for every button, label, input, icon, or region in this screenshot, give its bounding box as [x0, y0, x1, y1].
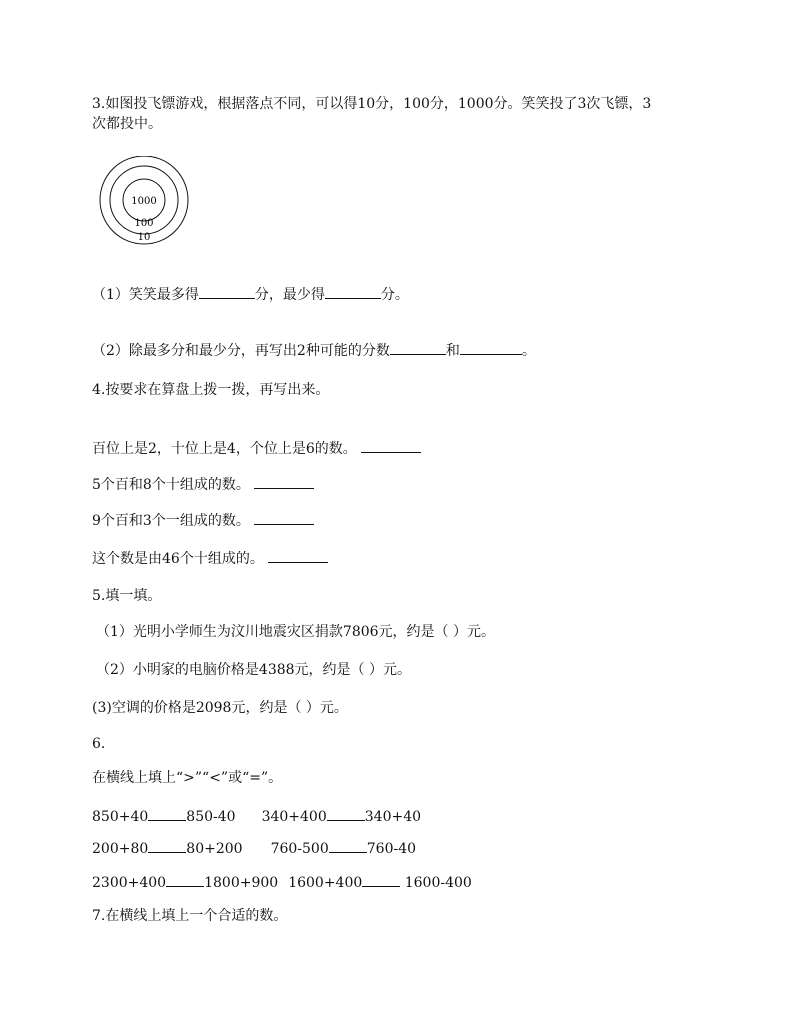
- expr: 2300+400: [92, 875, 167, 891]
- q4-stem: 4.按要求在算盘上拨一拨，再写出来。: [92, 382, 330, 398]
- answer-blank[interactable]: [325, 284, 381, 299]
- answer-blank[interactable]: [254, 510, 314, 525]
- q3-sub2-text-b: 和: [445, 343, 460, 359]
- q3-sub1-text-a: （1）笑笑最多得: [92, 287, 199, 303]
- dartboard-figure: [98, 156, 192, 246]
- q3-stem-line2: 次都投中。: [92, 116, 162, 132]
- expr: 760-500: [270, 841, 329, 857]
- q5-item: （1）光明小学师生为汶川地震灾区捐款7806元，约是（ ）元。: [96, 624, 495, 640]
- label-10: 10: [137, 232, 151, 243]
- q3-sub1-text-c: 分。: [380, 287, 409, 303]
- answer-blank[interactable]: [327, 806, 365, 821]
- q3-sub1-text-b: 分，最少得: [254, 287, 325, 303]
- expr: 200+80: [92, 841, 149, 857]
- answer-blank[interactable]: [199, 284, 255, 299]
- expr: 1800+900: [204, 875, 279, 891]
- q6-instruction: 在横线上填上“>”“<”或“=”。: [92, 770, 283, 786]
- q6-number: 6.: [92, 736, 106, 752]
- answer-blank[interactable]: [362, 872, 400, 887]
- q5-item: （2）小明家的电脑价格是4388元，约是（ ）元。: [96, 662, 411, 678]
- answer-blank[interactable]: [148, 806, 186, 821]
- q3-sub2-text-a: （2）除最多分和最少分，再写出2种可能的分数: [92, 343, 390, 359]
- q6-row: [92, 838, 416, 859]
- q4-item-text: 5个百和8个十组成的数。: [92, 477, 250, 493]
- q3-sub2-text-c: 。: [521, 343, 536, 359]
- expr: 760-40: [366, 841, 417, 857]
- answer-blank[interactable]: [329, 838, 367, 853]
- answer-blank[interactable]: [254, 474, 314, 489]
- q4-item: [92, 474, 314, 495]
- q4-item-text: 这个数是由46个十组成的。: [92, 551, 264, 567]
- answer-blank[interactable]: [361, 438, 421, 453]
- expr: 1600-400: [400, 875, 472, 891]
- answer-blank[interactable]: [268, 548, 328, 563]
- answer-blank[interactable]: [148, 838, 186, 853]
- expr: 1600+400: [288, 875, 363, 891]
- q4-item: [92, 510, 314, 531]
- q4-item-text: 9个百和3个一组成的数。: [92, 513, 250, 529]
- expr: 850-40: [186, 809, 236, 825]
- label-1000: 1000: [131, 196, 157, 207]
- q3-sub2: [92, 340, 536, 361]
- q5-item: (3)空调的价格是2098元，约是（ ）元。: [92, 700, 348, 716]
- expr: 80+200: [186, 841, 243, 857]
- q3-stem-line1: 3.如图投飞镖游戏，根据落点不同，可以得10分，100分，1000分。笑笑投了3次飞镖，3: [92, 96, 652, 112]
- q5-stem: 5.填一填。: [92, 588, 162, 604]
- expr: 340+40: [364, 809, 422, 825]
- answer-blank[interactable]: [390, 340, 446, 355]
- label-100: 100: [134, 218, 154, 229]
- q7-stem: 7.在横线上填上一个合适的数。: [92, 908, 288, 924]
- expr: 850+40: [92, 809, 149, 825]
- q3-sub1: [92, 284, 409, 305]
- q4-item: [92, 438, 421, 459]
- answer-blank[interactable]: [460, 340, 522, 355]
- q6-row: [92, 806, 421, 827]
- q4-item-text: 百位上是2，十位上是4，个位上是6的数。: [92, 441, 357, 457]
- q4-item: [92, 548, 328, 569]
- expr: 340+400: [261, 809, 327, 825]
- answer-blank[interactable]: [166, 872, 204, 887]
- q6-row: [92, 872, 472, 893]
